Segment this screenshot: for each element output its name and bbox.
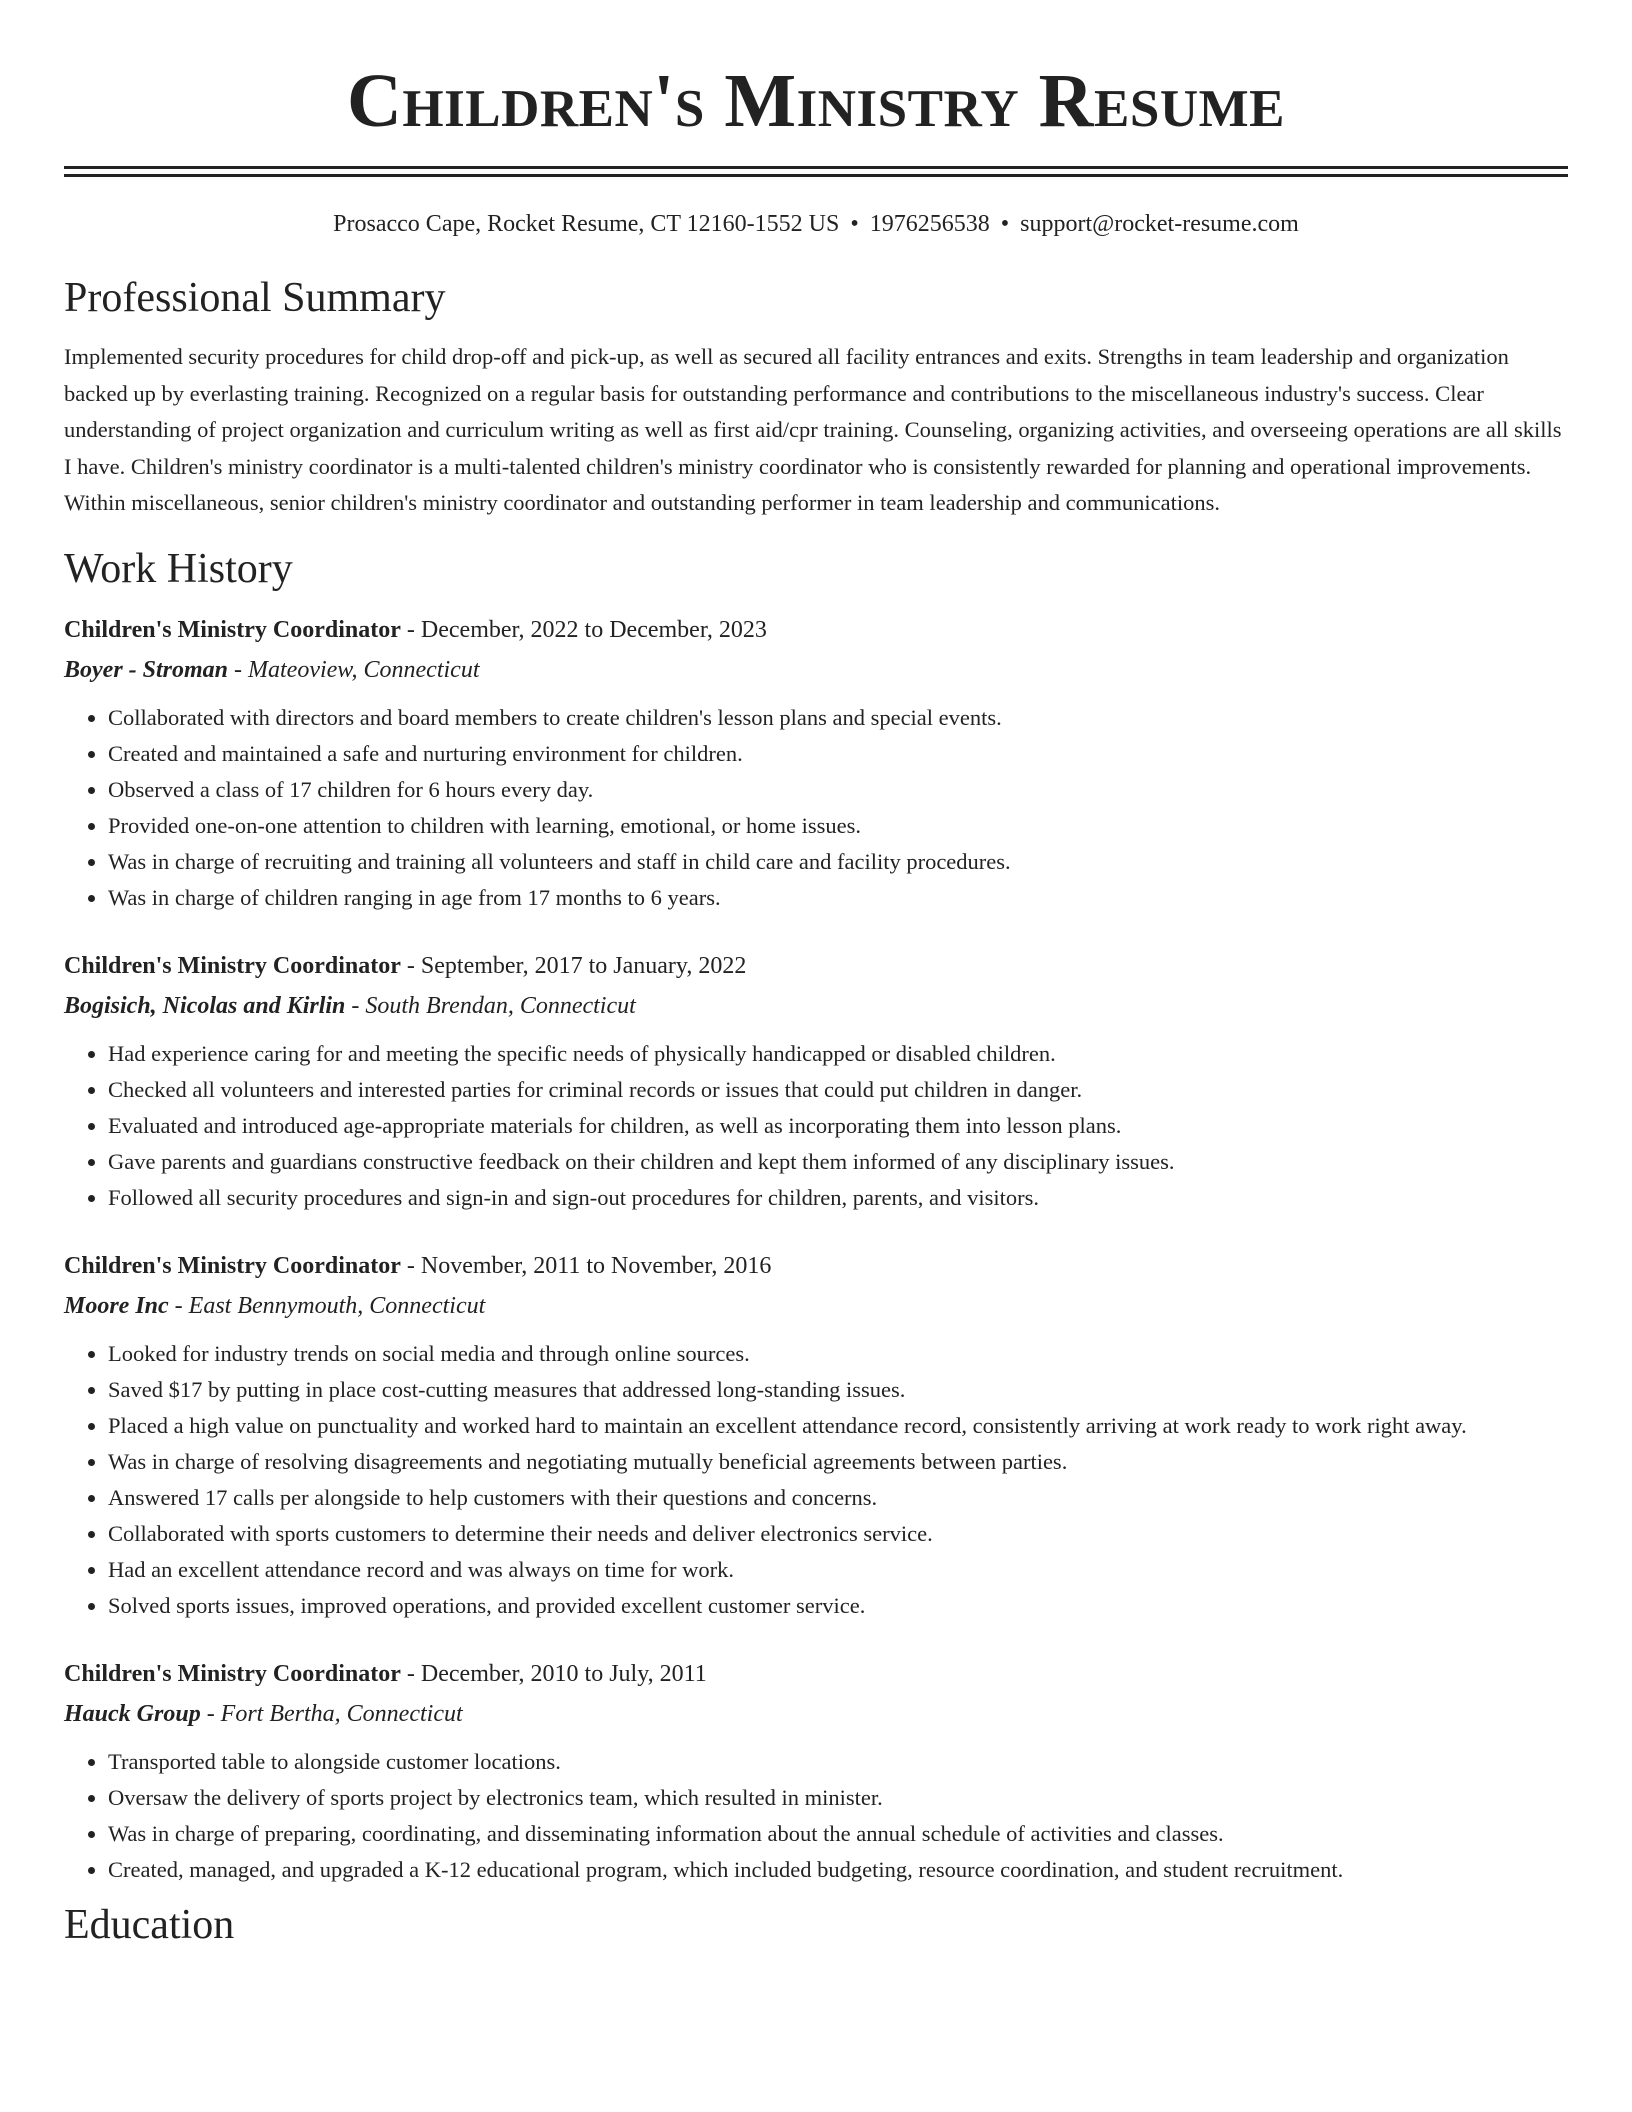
job-company: Hauck Group <box>64 1700 201 1727</box>
job-company-line <box>64 1694 1568 1734</box>
duty-item: • Observed a class of 17 children for 6 hours every day. <box>108 772 1568 808</box>
job-company: Bogisich, Nicolas and Kirlin <box>64 992 346 1019</box>
job-company: Moore Inc <box>64 1292 169 1319</box>
job-title: Children's Ministry Coordinator <box>64 1660 401 1687</box>
job-location: - Mateoview, Connecticut <box>228 656 480 683</box>
job-duties <box>64 1336 1568 1624</box>
job-dates: - December, 2010 to July, 2011 <box>400 1660 707 1687</box>
job-dates: - September, 2017 to January, 2022 <box>400 952 747 979</box>
job-company-line <box>64 650 1568 690</box>
job-company-line <box>64 986 1568 1026</box>
contact-phone: 1976256538 <box>869 211 990 237</box>
duty-item: • Evaluated and introduced age-appropriate materials for children, as well as incorporating them into lesson plans. <box>108 1108 1568 1144</box>
contact-address: Prosacco Cape, Rocket Resume, CT 12160-1552 US <box>333 211 840 237</box>
job-location: - South Brendan, Connecticut <box>345 992 636 1019</box>
duty-item: • Had an excellent attendance record and was always on time for work. <box>108 1552 1568 1588</box>
summary-heading: Professional Summary <box>64 275 446 321</box>
contact-separator: • <box>1000 211 1010 237</box>
job-title-line <box>64 1654 1568 1694</box>
duty-item: • Checked all volunteers and interested parties for criminal records or issues that could put children in danger. <box>108 1072 1568 1108</box>
duty-item: • Was in charge of children ranging in age from 17 months to 6 years. <box>108 880 1568 916</box>
duty-item: • Collaborated with directors and board members to create children's lesson plans and special events. <box>108 700 1568 736</box>
job-location: - East Bennymouth, Connecticut <box>168 1292 486 1319</box>
duty-item: • Placed a high value on punctuality and worked hard to maintain an excellent attendance record, consistently arriving at work ready to work right away. <box>108 1408 1568 1444</box>
job-entry <box>64 946 1568 1216</box>
job-title-line <box>64 610 1568 650</box>
job-entry <box>64 1654 1568 1888</box>
duty-item: • Had experience caring for and meeting the specific needs of physically handicapped or disabled children. <box>108 1036 1568 1072</box>
duty-item: • Transported table to alongside customer locations. <box>108 1744 1568 1780</box>
job-dates: - December, 2022 to December, 2023 <box>400 616 767 643</box>
title-divider <box>64 166 1568 177</box>
job-location: - Fort Bertha, Connecticut <box>200 1700 463 1727</box>
contact-line <box>64 209 1568 239</box>
duty-item: • Was in charge of recruiting and training all volunteers and staff in child care and facility procedures. <box>108 844 1568 880</box>
duty-item: • Was in charge of preparing, coordinating, and disseminating information about the annual schedule of activities and classes. <box>108 1816 1568 1852</box>
duty-item: • Created and maintained a safe and nurturing environment for children. <box>108 736 1568 772</box>
duty-item: • Solved sports issues, improved operations, and provided excellent customer service. <box>108 1588 1568 1624</box>
duty-item: • Was in charge of resolving disagreements and negotiating mutually beneficial agreements between parties. <box>108 1444 1568 1480</box>
work-history-heading: Work History <box>64 545 293 592</box>
job-entry <box>64 1246 1568 1624</box>
duty-item: • Answered 17 calls per alongside to help customers with their questions and concerns. <box>108 1480 1568 1516</box>
duty-item: • Provided one-on-one attention to children with learning, emotional, or home issues. <box>108 808 1568 844</box>
resume-title: Children's Ministry Resume <box>347 59 1285 143</box>
job-title: Children's Ministry Coordinator <box>64 952 401 979</box>
job-title: Children's Ministry Coordinator <box>64 1252 401 1279</box>
job-entry <box>64 610 1568 916</box>
summary-text: Implemented security procedures for child drop-off and pick-up, as well as secured all facility entrances and exits. Strengths in team leadership and organization backed up by everlasting training. Recognized on a regular basis for outstanding performance and contributions to the miscellaneous industry's success. Clear understanding of project organization and curriculum writing as well as first aid/cpr training. Counseling, organizing activities, and overseeing operations are all skills I have. Children's ministry coordinator is a multi-talented children's ministry coordinator who is consistently rewarded for planning and operational improvements. Within miscellaneous, senior children's ministry coordinator and outstanding performer in team leadership and communications. <box>64 344 1562 515</box>
job-company-line <box>64 1286 1568 1326</box>
job-duties <box>64 1036 1568 1216</box>
job-title-line <box>64 946 1568 986</box>
contact-email: support@rocket-resume.com <box>1020 211 1299 237</box>
job-duties <box>64 700 1568 916</box>
duty-item: • Gave parents and guardians constructive feedback on their children and kept them informed of any disciplinary issues. <box>108 1144 1568 1180</box>
duty-item: • Created, managed, and upgraded a K-12 educational program, which included budgeting, resource coordination, and student recruitment. <box>108 1852 1568 1888</box>
duty-item: • Saved $17 by putting in place cost-cutting measures that addressed long-standing issues. <box>108 1372 1568 1408</box>
job-dates: - November, 2011 to November, 2016 <box>400 1252 772 1279</box>
job-title: Children's Ministry Coordinator <box>64 616 401 643</box>
duty-item: • Collaborated with sports customers to determine their needs and deliver electronics service. <box>108 1516 1568 1552</box>
job-title-line <box>64 1246 1568 1286</box>
job-duties <box>64 1744 1568 1888</box>
duty-item: • Oversaw the delivery of sports project by electronics team, which resulted in minister. <box>108 1780 1568 1816</box>
contact-separator: • <box>850 211 859 237</box>
duty-item: • Followed all security procedures and sign-in and sign-out procedures for children, parents, and visitors. <box>108 1180 1568 1216</box>
job-company: Boyer - Stroman <box>64 656 229 683</box>
duty-item: • Looked for industry trends on social media and through online sources. <box>108 1336 1568 1372</box>
education-heading: Education <box>64 1901 235 1948</box>
